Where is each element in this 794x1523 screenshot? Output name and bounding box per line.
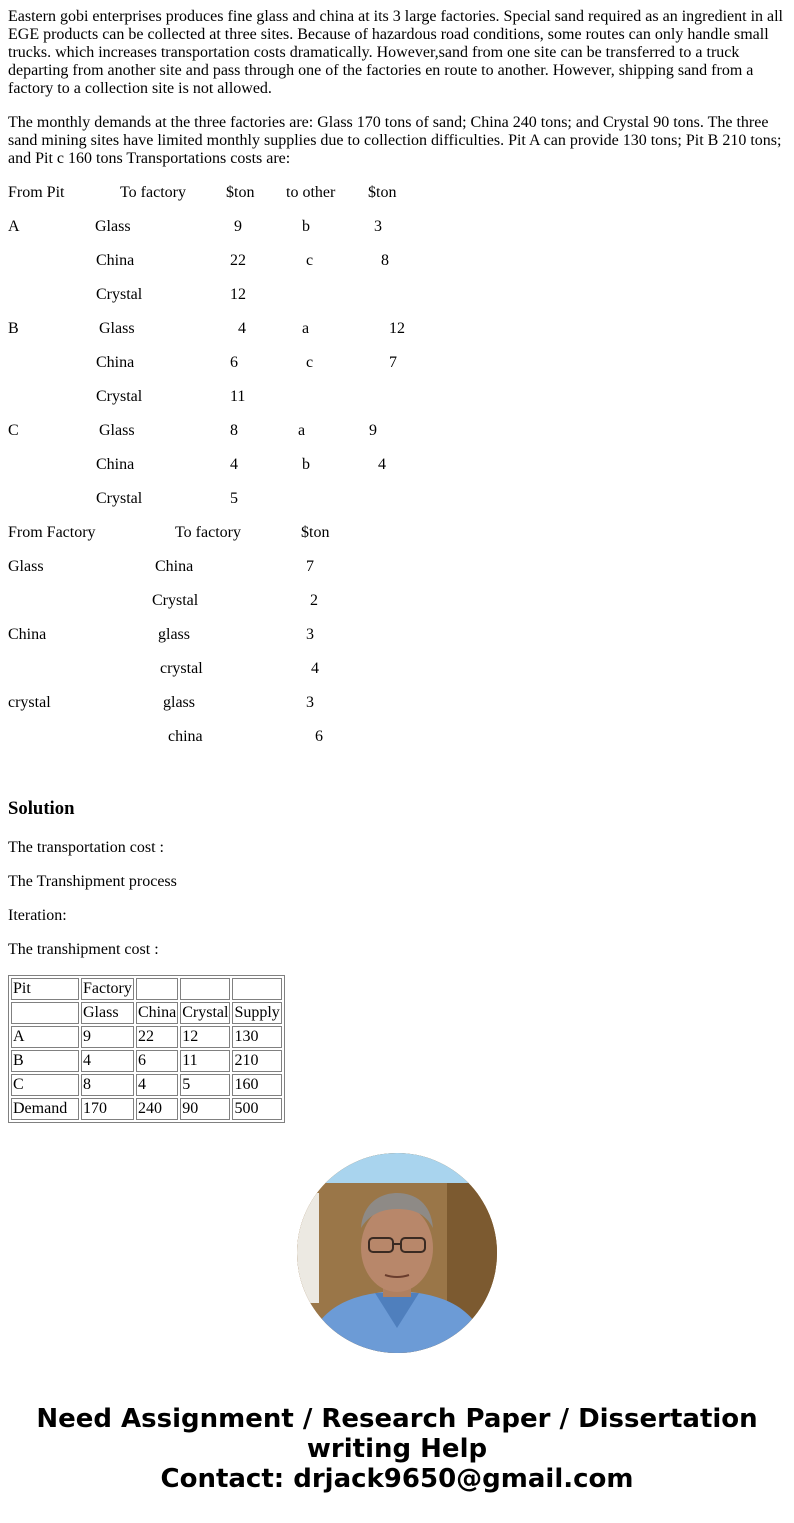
table-cell bbox=[136, 978, 178, 1000]
table-cell: 160 bbox=[232, 1074, 282, 1096]
table-row bbox=[11, 1050, 282, 1072]
intro-paragraph: Eastern gobi enterprises produces fine glass and china at its 3 large factories. Special sand required as an ingredient in all EGE products can be collected at three sites. Because of hazardous road conditions, some routes can only handle small trucks. which increases transportation costs dramatically. However,sand from one site can be transferred to a truck departing from another site and pass through one of the factories en route to another. However, shipping sand from a factory to a collection site is not allowed. bbox=[8, 8, 783, 97]
table-cell: China bbox=[136, 1002, 178, 1024]
table-row bbox=[11, 1026, 282, 1048]
pit-row-factory: Glass bbox=[99, 320, 135, 337]
pit-row-other-cost: 3 bbox=[374, 218, 382, 235]
promo-line: writing Help bbox=[306, 1434, 488, 1464]
table-cell: 500 bbox=[232, 1098, 282, 1120]
pit-row-other-cost: 9 bbox=[369, 422, 377, 439]
pit-row-other-cost: 4 bbox=[378, 456, 386, 473]
table-cell: 8 bbox=[81, 1074, 134, 1096]
factory-row-from: Glass bbox=[8, 558, 44, 575]
table-cell: Supply bbox=[232, 1002, 282, 1024]
pit-row-cost: 6 bbox=[230, 354, 238, 371]
factory-row-cost: 7 bbox=[306, 558, 314, 575]
pit-row-factory: Crystal bbox=[96, 388, 143, 405]
solution-line: The transhipment cost : bbox=[8, 941, 159, 958]
pit-row-other: c bbox=[306, 354, 314, 371]
factory-row-cost: 3 bbox=[306, 694, 314, 711]
table-cell: 11 bbox=[180, 1050, 230, 1072]
factory-row-from: China bbox=[8, 626, 47, 643]
factory-row-from: crystal bbox=[8, 694, 51, 711]
factory-row-cost: 3 bbox=[306, 626, 314, 643]
factory-row-to: crystal bbox=[160, 660, 203, 677]
pit-row-factory: Glass bbox=[95, 218, 131, 235]
pit-header-to-other: to other bbox=[286, 184, 336, 201]
factory-header-to: To factory bbox=[175, 524, 241, 541]
pit-row-other: a bbox=[302, 320, 310, 337]
table-cell: 5 bbox=[180, 1074, 230, 1096]
pit-row-other: c bbox=[306, 252, 314, 269]
table-cell bbox=[11, 1002, 79, 1024]
factory-row-cost: 4 bbox=[311, 660, 319, 677]
table-cell bbox=[232, 978, 282, 1000]
pit-row-cost: 4 bbox=[238, 320, 246, 337]
pit-row-other-cost: 12 bbox=[389, 320, 405, 337]
pit-row-other: a bbox=[298, 422, 306, 439]
solution-heading: Solution bbox=[8, 798, 75, 819]
table-row bbox=[11, 1074, 282, 1096]
factory-row-to: China bbox=[155, 558, 194, 575]
factory-row-to: Crystal bbox=[152, 592, 199, 609]
table-cell: Factory bbox=[81, 978, 134, 1000]
pit-header-from: From Pit bbox=[8, 184, 65, 201]
table-cell: C bbox=[11, 1074, 79, 1096]
factory-row-cost: 2 bbox=[310, 592, 318, 609]
pit-row-factory: Glass bbox=[99, 422, 135, 439]
table-cell: A bbox=[11, 1026, 79, 1048]
factory-row-to: china bbox=[168, 728, 203, 745]
pit-row-cost: 4 bbox=[230, 456, 238, 473]
table-row bbox=[11, 1002, 282, 1024]
pit-row-cost: 9 bbox=[234, 218, 242, 235]
pit-header-to-factory: To factory bbox=[120, 184, 186, 201]
table-cell: 9 bbox=[81, 1026, 134, 1048]
pit-header-other-cost: $ton bbox=[368, 184, 397, 201]
table-cell: Glass bbox=[81, 1002, 134, 1024]
solution-line: The transportation cost : bbox=[8, 839, 164, 856]
avatar bbox=[297, 1153, 497, 1353]
table-cell: Demand bbox=[11, 1098, 79, 1120]
table-cell: 12 bbox=[180, 1026, 230, 1048]
pit-row-cost: 5 bbox=[230, 490, 238, 507]
pit-row-cost: 22 bbox=[230, 252, 246, 269]
pit-row-other-cost: 8 bbox=[381, 252, 389, 269]
pit-row-other: b bbox=[302, 218, 310, 235]
pit-row-other-cost: 7 bbox=[389, 354, 397, 371]
pit-row-pit: B bbox=[8, 320, 19, 337]
demand-paragraph: The monthly demands at the three factories are: Glass 170 tons of sand; China 240 tons; and Crystal 90 tons. The three sand mining sites have limited monthly supplies due to collection difficulties. Pit A can provide 130 tons; Pit B 210 tons; and Pit c 160 tons Transportations costs are: bbox=[8, 114, 782, 167]
factory-row-to: glass bbox=[158, 626, 190, 643]
pit-row-factory: China bbox=[96, 456, 135, 473]
pit-row-other: b bbox=[302, 456, 310, 473]
factory-header-from: From Factory bbox=[8, 524, 96, 541]
table-cell: 210 bbox=[232, 1050, 282, 1072]
table-cell: B bbox=[11, 1050, 79, 1072]
solution-line: The Transhipment process bbox=[8, 873, 177, 890]
pit-row-factory: China bbox=[96, 252, 135, 269]
table-cell: 22 bbox=[136, 1026, 178, 1048]
pit-row-factory: Crystal bbox=[96, 286, 143, 303]
pit-header-cost: $ton bbox=[226, 184, 255, 201]
pit-row-pit: C bbox=[8, 422, 19, 439]
table-cell: 4 bbox=[81, 1050, 134, 1072]
table-cell: 170 bbox=[81, 1098, 134, 1120]
table-cell: 240 bbox=[136, 1098, 178, 1120]
pit-row-factory: Crystal bbox=[96, 490, 143, 507]
avatar-portrait bbox=[297, 1153, 497, 1353]
table-row bbox=[11, 1098, 282, 1120]
table-cell: 130 bbox=[232, 1026, 282, 1048]
promo-contact: Contact: drjack9650@gmail.com bbox=[160, 1464, 634, 1494]
pit-row-factory: China bbox=[96, 354, 135, 371]
table-cell: Pit bbox=[11, 978, 79, 1000]
table-cell: 90 bbox=[180, 1098, 230, 1120]
table-cell: Crystal bbox=[180, 1002, 230, 1024]
table-cell: 4 bbox=[136, 1074, 178, 1096]
transhipment-cost-table bbox=[8, 975, 285, 1123]
solution-line: Iteration: bbox=[8, 907, 67, 924]
factory-row-cost: 6 bbox=[315, 728, 323, 745]
table-cell bbox=[180, 978, 230, 1000]
pit-row-cost: 11 bbox=[230, 388, 246, 405]
pit-row-cost: 8 bbox=[230, 422, 238, 439]
pit-row-cost: 12 bbox=[230, 286, 246, 303]
promo-line: Need Assignment / Research Paper / Dissertation bbox=[36, 1404, 758, 1434]
factory-row-to: glass bbox=[163, 694, 195, 711]
factory-header-cost: $ton bbox=[301, 524, 330, 541]
table-cell: 6 bbox=[136, 1050, 178, 1072]
pit-row-pit: A bbox=[8, 218, 20, 235]
table-row bbox=[11, 978, 282, 1000]
